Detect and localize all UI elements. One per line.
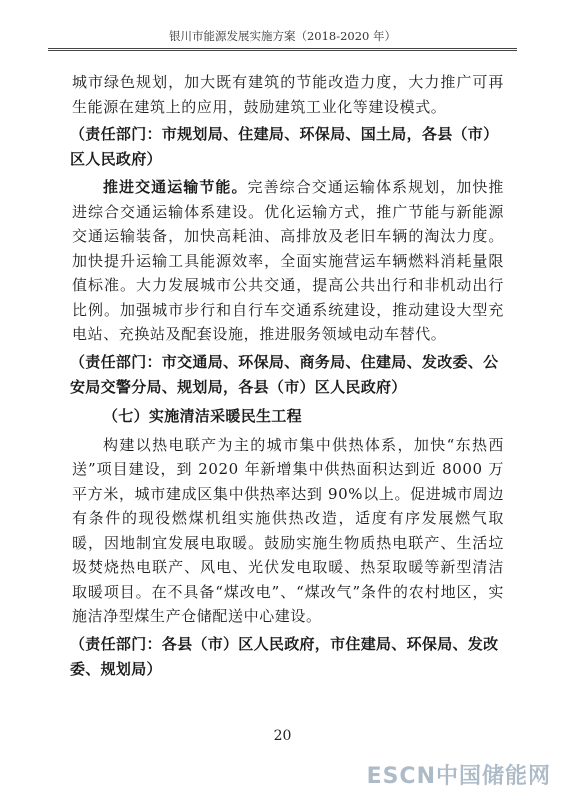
page-header: [48, 28, 517, 49]
paragraph-text: 完善综合交通运输体系规划，加快推进综合交通运输体系建设。优化运输方式，推广节能与新能源交通运输装备，加快高耗油、高排放及老旧车辆的淘汰力度。加快提升运输工具能源效率，全面实施营运车辆燃料消耗量限值标准。大力发展城市公共交通，提高公共出行和非机动出行比例。加强城市步行和自行车交通系统建设，推动建设大型充电站、充换站及配套设施，推进服务领域电动车替代。: [72, 178, 504, 343]
responsible-departments-3: （责任部门：各县（市）区人民政府，市住建局、环保局、发改委、规划局）: [70, 634, 499, 678]
page-number: 20: [273, 728, 292, 744]
header-divider: [48, 50, 517, 51]
paragraph-building-energy: 城市绿色规划，加大既有建筑的节能改造力度，大力推广可再生能源在建筑上的应用，鼓励建筑工业化等建设模式。: [72, 73, 504, 116]
watermark-logo: ESCN中国储能网: [366, 764, 551, 789]
document-title: 银川市能源发展实施方案（2018-2020 年）: [168, 29, 397, 43]
responsible-departments-2: （责任部门：市交通局、环保局、商务局、住建局、发改委、公安局交警分局、规划局，各县（市）区人民政府）: [70, 352, 499, 396]
section-heading: （七）实施清洁采暖民生工程: [103, 406, 302, 425]
document-body: [72, 70, 504, 685]
paragraph-clean-heating: 构建以热电联产为主的城市集中供热体系，加快“东热西送”项目建设，到 2020 年新增集中供热面积达到近 8000 万平方米，城市建成区集中供热率达到 90%以上。促进城市周边有条件的现役燃煤机组实施供热改造，适度有序发展燃气取暖，因地制宜发展电取暖。鼓励实施生物质热电联产、生活垃圾焚烧热电联产、风电、光伏发电取暖、热泵取暖等新型清洁取暖项目。在不具备“煤改电”、“煤改气”条件的农村地区，实施洁净型煤生产仓储配送中心建设。: [72, 435, 504, 625]
paragraph-lead: 推进交通运输节能。: [103, 178, 248, 196]
paragraph-transport-energy: [72, 175, 504, 347]
responsible-departments-1: （责任部门：市规划局、住建局、环保局、国土局，各县（市）区人民政府）: [70, 125, 499, 168]
